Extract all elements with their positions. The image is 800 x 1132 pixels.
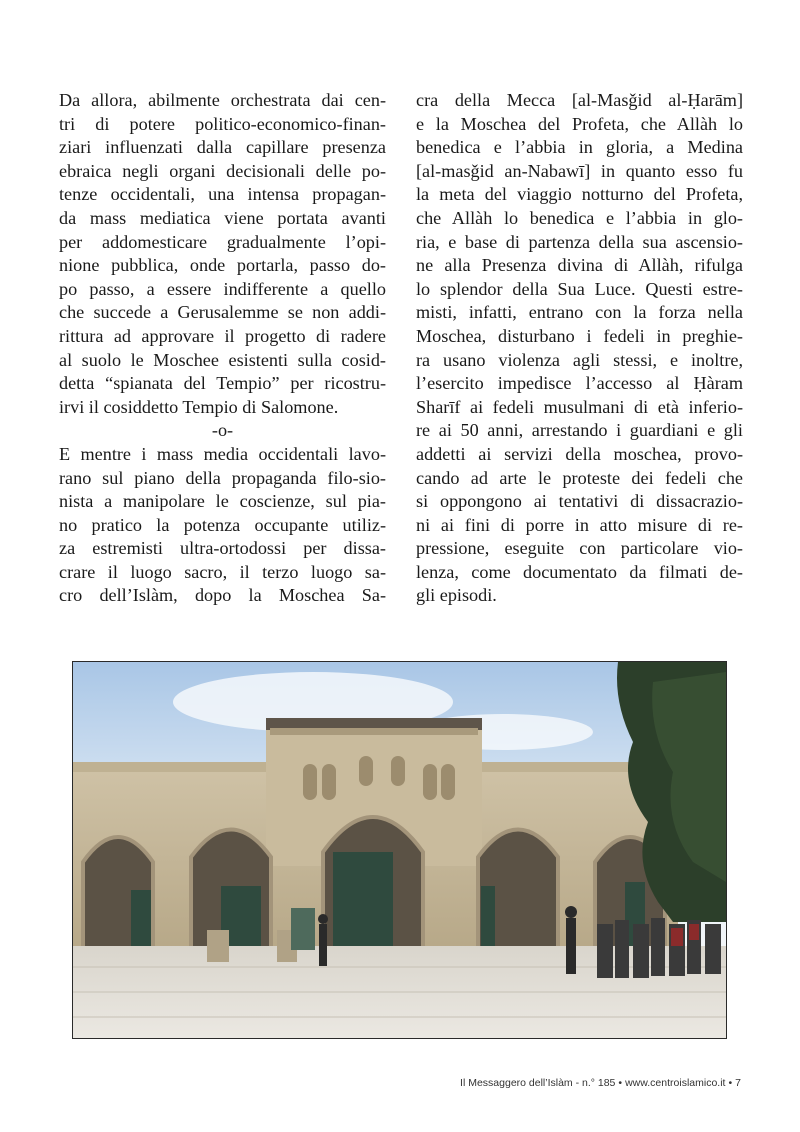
text-line: tenze occidentali, una intensa propagan-	[59, 184, 386, 205]
text-line: re ai 50 anni, arrestando i guardiani e gli	[416, 420, 743, 441]
text-line: al suolo le Moschee esistenti sulla cosid-	[59, 349, 386, 370]
text-line: nista a manipolare le coscienze, sul pia-	[59, 491, 386, 512]
text-line: Moschea, disturbano i fedeli in preghie-	[416, 325, 743, 346]
text-line: ni ai fini di porre in atto misure di re-	[416, 514, 743, 535]
text-line: tri di potere politico-economico-finan-	[59, 113, 386, 134]
text-line: pressione, eseguite con particolare vio-	[416, 538, 743, 559]
page-number: 7	[735, 1077, 741, 1089]
text-line: cro dell’Islàm, dopo la Moschea Sa-	[59, 585, 386, 606]
text-line: E mentre i mass media occidentali lavo-	[59, 443, 386, 464]
mosque-photo	[72, 661, 727, 1039]
section-separator: -o-	[211, 420, 234, 441]
text-line: che Allàh lo benedica e l’abbia in glo-	[416, 207, 743, 228]
mosque-illustration	[73, 662, 726, 1038]
text-line: benedica e l’abbia in gloria, a Medina	[416, 137, 743, 158]
text-line: cando ad arte le proteste dei fedeli che	[416, 467, 743, 488]
page-footer	[460, 1077, 741, 1089]
text-line: da mass mediatica viene portata avanti	[59, 207, 386, 228]
text-line: po passo, a essere indifferente a quello	[59, 278, 386, 299]
text-line: no pratico la potenza occupante utiliz-	[59, 514, 386, 535]
text-line: rano sul piano della propaganda filo-sio-	[59, 467, 386, 488]
text-line: ria, e base di partenza della sua ascensio-	[416, 231, 743, 252]
text-line: gli episodi.	[416, 585, 497, 606]
article-column-left	[59, 89, 386, 608]
text-line: la meta del viaggio notturno del Profeta,	[416, 184, 743, 205]
article-column-right	[416, 89, 743, 608]
text-line: ra usano violenza agli stessi, e inoltre,	[416, 349, 743, 370]
text-line: misti, infatti, entrano con la forza nella	[416, 302, 743, 323]
text-line: che succede a Gerusalemme se non addi-	[59, 302, 386, 323]
website-link[interactable]: www.centroislamico.it	[625, 1077, 726, 1089]
text-line: l’esercito impedisce l’accesso al Ḥàram	[416, 373, 743, 394]
text-line: detta “spianata del Tempio” per ricostru-	[59, 373, 386, 394]
text-line: irvi il cosiddetto Tempio di Salomone.	[59, 396, 339, 417]
text-line: crare il luogo sacro, il terzo luogo sa-	[59, 561, 386, 582]
text-line: addetti ai servizi della moschea, provo-	[416, 443, 743, 464]
text-line: cra della Mecca [al-Masǧid al-Ḥarām]	[416, 90, 743, 110]
text-line: lo splendor della Sua Luce. Questi estre-	[416, 278, 743, 299]
footer-bullet: •	[728, 1077, 733, 1089]
text-line: si oppongono ai tentativi di dissacrazio-	[416, 491, 743, 512]
text-line: nione pubblica, onde portarla, passo do-	[59, 255, 386, 276]
text-line: ziari influenzati dalla capillare presenza	[59, 137, 386, 158]
text-line: e la Moschea del Profeta, che Allàh lo	[416, 113, 743, 134]
text-line: rittura ad approvare il progetto di radere	[59, 325, 386, 346]
text-line: Sharīf ai fedeli musulmani di età inferio-	[416, 396, 743, 417]
text-line: lenza, come documentato da filmati de-	[416, 561, 743, 582]
text-line: ebraica negli organi decisionali delle po-	[59, 160, 386, 181]
publication-name: Il Messaggero dell’Islàm - n.° 185	[460, 1077, 616, 1089]
text-line: [al-masǧid an-Nabawī] in quanto esso fu	[416, 160, 743, 181]
footer-bullet: •	[618, 1077, 623, 1089]
text-line: Da allora, abilmente orchestrata dai cen-	[59, 90, 386, 110]
text-line: ne alla Presenza divina di Allàh, rifulga	[416, 255, 743, 276]
text-line: za estremisti ultra-ortodossi per dissa-	[59, 538, 386, 559]
text-line: per addomesticare gradualmente l’opi-	[59, 231, 386, 252]
